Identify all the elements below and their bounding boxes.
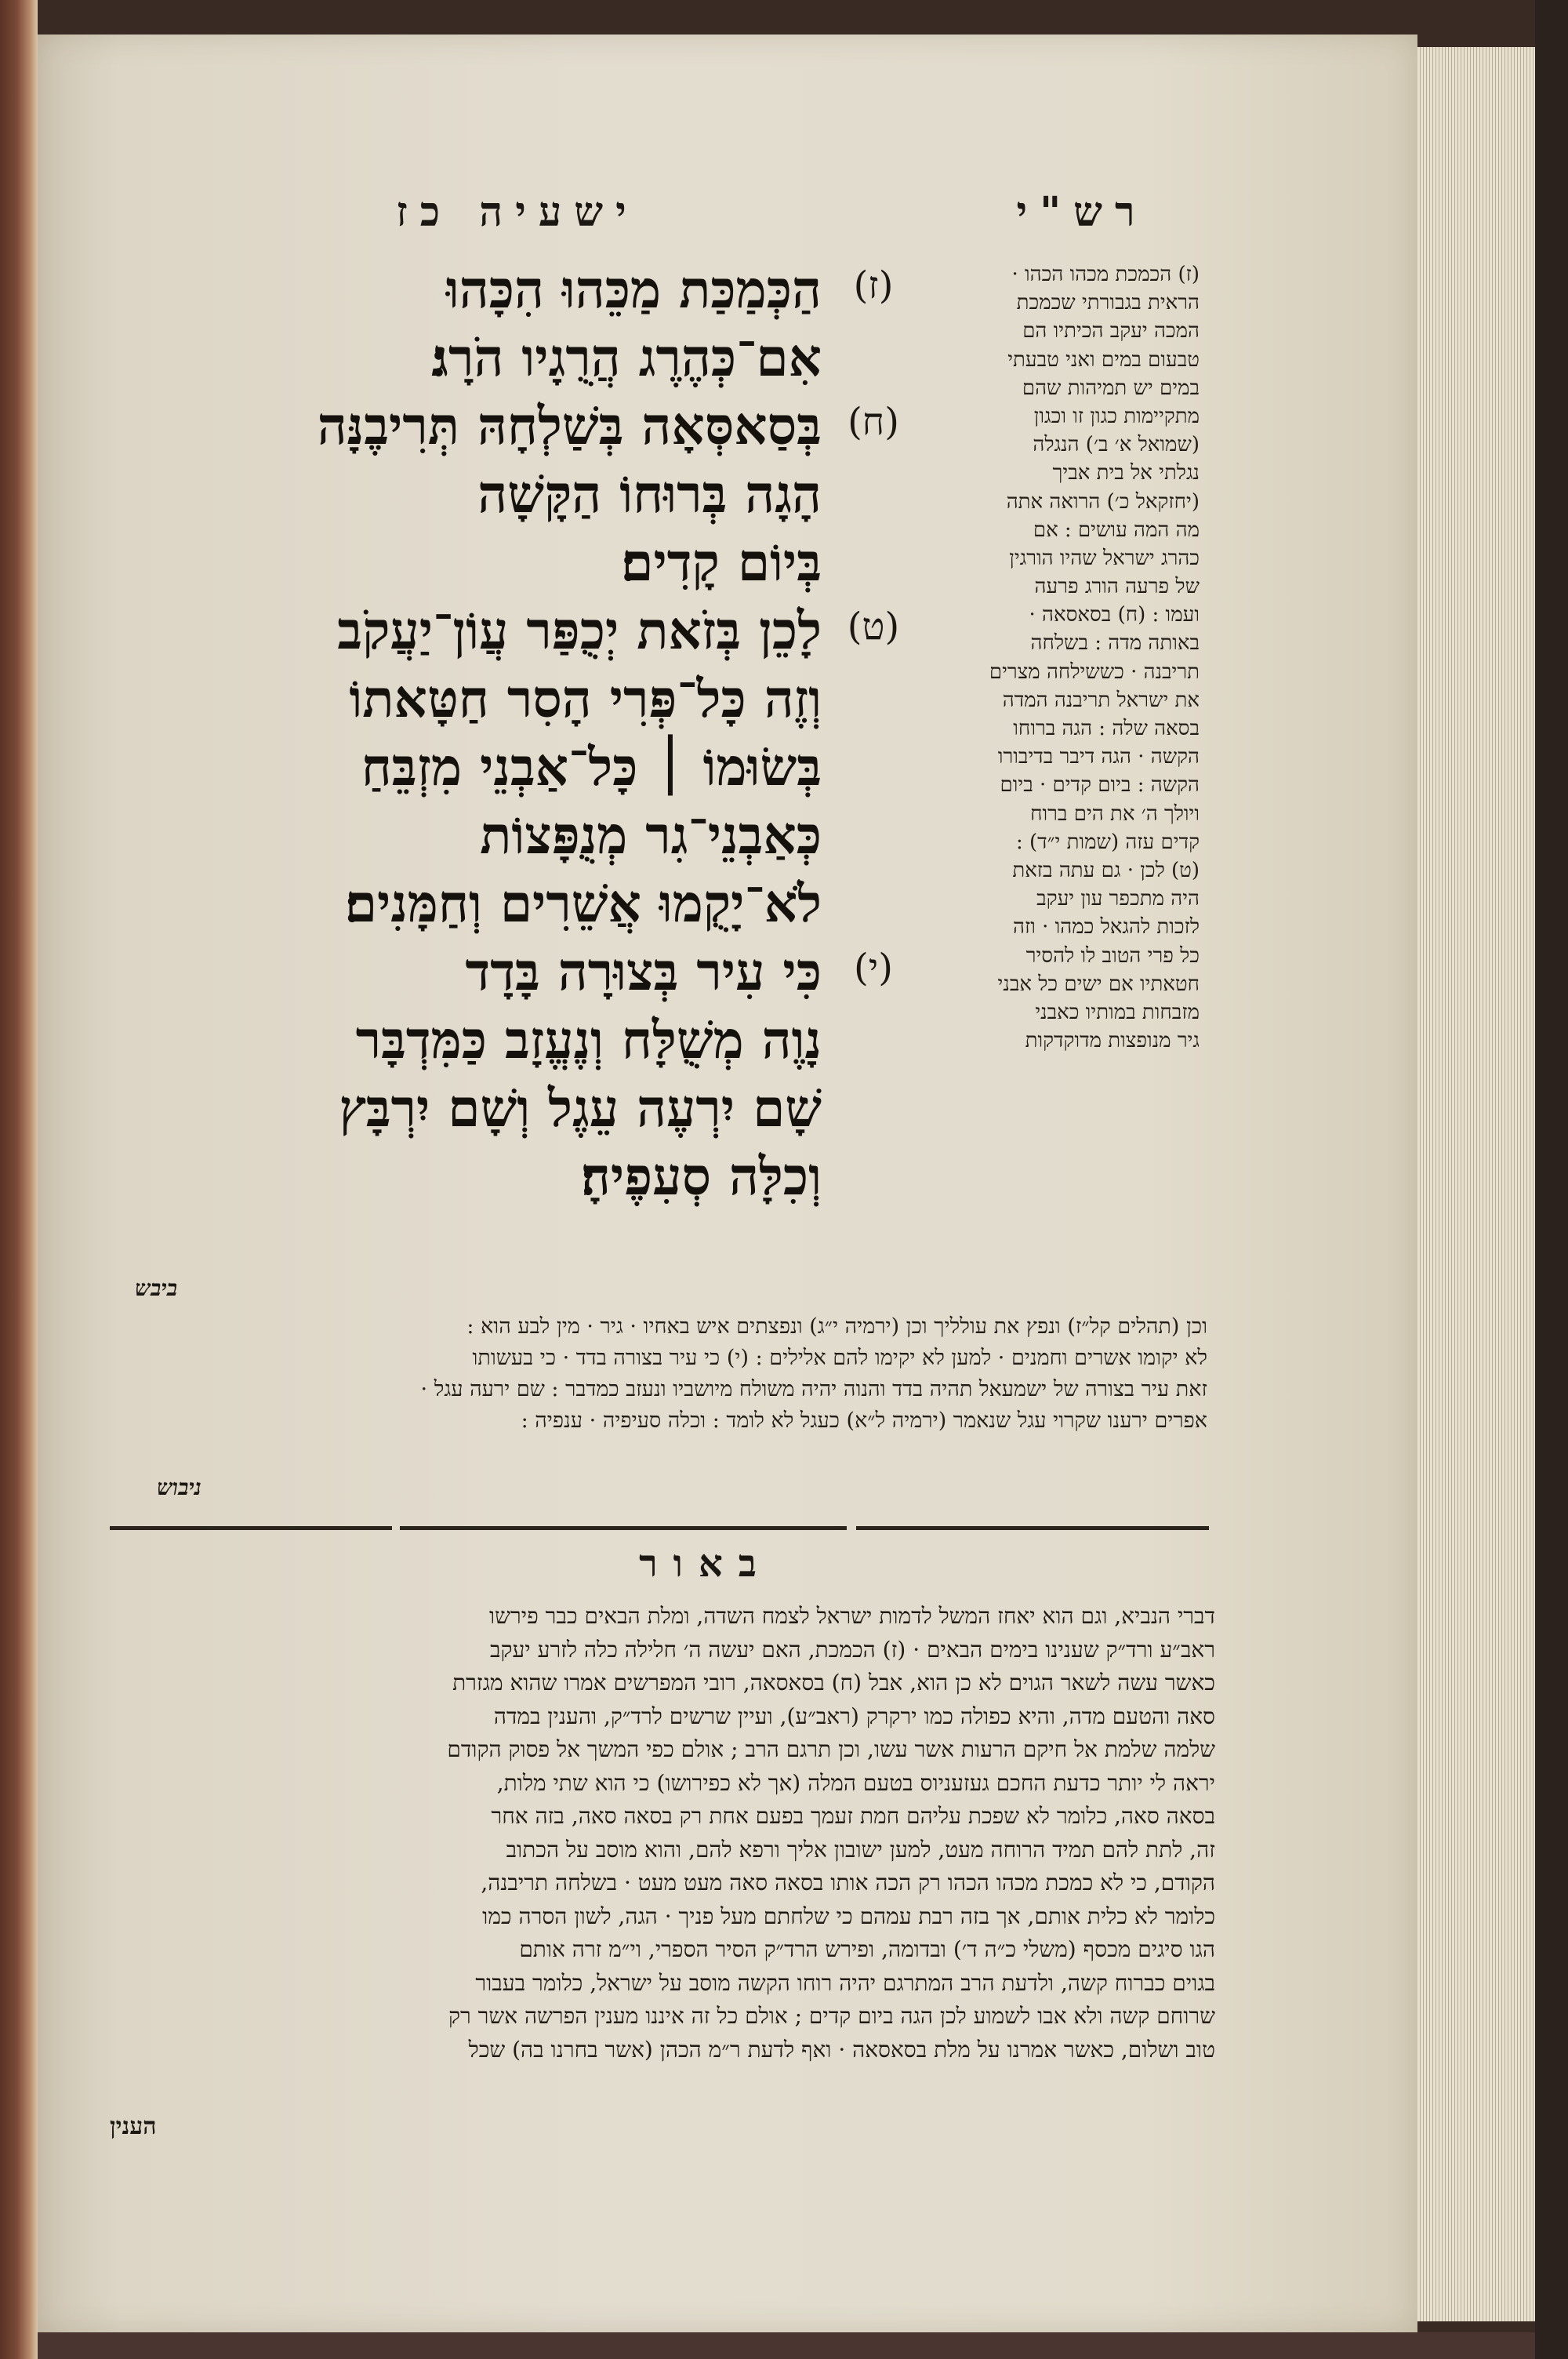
verse-text: בְּסַאסְּאָה בְּשַׁלְחָהּ תְּרִיבֶנָּה xyxy=(317,395,822,456)
verse-text: לֹא־יָקֻמוּ אֲשֵׁרִים וְחַמָּנִים׃ xyxy=(344,873,822,934)
verse-text: אִם־כְּהֶרֶג הֲרֻגָיו הֹרָג׃ xyxy=(431,327,822,388)
rashi-line: הקשה · הגה דיבר בדיבורו xyxy=(997,745,1200,769)
verse-text: כְּאַבְנֵי־גִר מְנֻפָּצוֹת xyxy=(480,805,822,866)
rashi-line: לזכות להגאל כמהו · וזה xyxy=(1013,915,1200,940)
verse-text: בְּשׂוּמוֹ ׀ כָּל־אַבְנֵי מִזְבֵּחַ xyxy=(361,736,822,798)
beur-line: ראב״ע ורד״ק שענינו בימים הבאים · (ז) הכמכת, האם יעשה ה׳ חלילה כלה לזרע יעקב xyxy=(490,1636,1215,1663)
rashi-continuation-line: זאת עיר בצורה של ישמעאל תהיה בדד והנוה יהיה משולח מיושביו ונעזב כמדבר : שם ירעה עגל · xyxy=(420,1377,1207,1401)
beur-line: הקודם, כי לא כמכת מכהו הכהו רק הכה אותו בסאה סאה מעט מעט · בשלחה תריבנה, xyxy=(481,1870,1215,1896)
verse-line xyxy=(94,532,909,596)
rashi-line: תריבנה · כששילחה מצרים xyxy=(989,660,1200,684)
verse-text: הָגָה בְּרוּחוֹ הַקָּשָׁה xyxy=(477,463,822,525)
rashi-line: מתקיימות כגון זו וכגון xyxy=(1033,404,1200,428)
verse-line xyxy=(94,1146,909,1210)
book-cover-edge xyxy=(1535,0,1568,2359)
beur-commentary xyxy=(102,1600,1215,2066)
verse-number: (ט) xyxy=(847,605,900,649)
beur-line: שלמה שלמת אל חיקם הרעות אשר עשו, וכן תרגם הרב ; אולם כפי המשך אל פסוק הקודם xyxy=(447,1736,1215,1762)
rashi-line: כהרג ישראל שהיו הורגין xyxy=(1009,546,1200,570)
rashi-commentary-continuation xyxy=(102,1311,1207,1437)
rashi-line: הקשה : ביום קדים · ביום xyxy=(1000,773,1200,798)
verse-line xyxy=(94,463,909,528)
verse-line xyxy=(94,736,909,801)
verse-text: שָׁם יִרְעֶה עֵגֶל וְשָׁם יִרְבָּץ xyxy=(339,1078,822,1139)
rashi-line: (שמואל א׳ ב׳) הנגלה xyxy=(1033,433,1200,457)
rashi-continuation-line: לא יקומו אשרים וחמנים · למען לא יקימו להם אלילים : (י) כי עיר בצורה בדד · כי בעשותו xyxy=(472,1346,1207,1370)
rashi-line: של פרעה הורג פרעה xyxy=(1034,575,1200,599)
rashi-line: (ט) לכן · גם עתה בזאת xyxy=(1012,858,1200,882)
verse-text: בְּיוֹם קָדִים׃ xyxy=(621,532,822,593)
rashi-line: היה מתכפר עון יעקב xyxy=(1036,887,1200,911)
verse-line xyxy=(94,873,909,937)
scripture-text xyxy=(94,259,909,1286)
beur-line: טוב ושלום, כאשר אמרנו על מלת בסאסאה · ואף לדעת ר״מ הכהן (אשר בחרנו בה) שכל xyxy=(468,2036,1215,2063)
verse-line xyxy=(94,1009,909,1074)
beur-line: סאה והטעם מדה, והיא כפולה כמו ירקרק (ראב״ע), ועיין שרשים לרד״ק, והענין במדה xyxy=(493,1703,1215,1729)
rashi-line: הראית בגבורתי שכמכת xyxy=(1016,291,1200,315)
verse-line xyxy=(94,395,909,460)
section-divider xyxy=(856,1526,1209,1530)
verse-number: (ח) xyxy=(848,400,899,444)
rashi-commentary-column xyxy=(917,260,1200,1055)
verse-text: כִּי עִיר בְּצוּרָה בָּדָד xyxy=(465,941,822,1002)
verse-text: וְזֶה כָּל־פְּרִי הָסִר חַטָּאתוֹ xyxy=(349,668,822,729)
catchword: ביבש xyxy=(135,1275,178,1301)
beur-line: כלומר לא כלית אותם, אך בזה רבת עמהם כי שלחתם מעל פניך · הגה, לשון הסרה כמו xyxy=(482,1903,1215,1929)
rashi-line: קדים עזה (שמות י״ד) : xyxy=(1015,830,1200,854)
beur-line: הגו סיגים מכסף (משלי כ״ה ד׳) ובדומה, ופירש הרד״ק הסיר הספרי, וי״מ זרה אותם xyxy=(519,1936,1215,1962)
rashi-line: חטאתיו אם ישים כל אבני xyxy=(997,972,1200,996)
rashi-line: בסאה שלה : הגה ברוחו xyxy=(1013,717,1200,740)
beur-line: שרוחם קשה ולא אבו לשמוע לכן הגה ביום קדים ; אולם כל זה איננו מענין הפרשה אשר רק xyxy=(448,2003,1215,2029)
running-head-commentary: רש"י xyxy=(1016,188,1148,236)
page-edges xyxy=(1417,47,1535,2321)
rashi-line: (ז) הכמכת מכהו הכהו · xyxy=(1011,263,1200,286)
beur-line: יראה לי יותר כדעת החכם געזעניוס בטעם המלה (אך לא כפירושו) כי הוא שתי מלות, xyxy=(496,1769,1215,1796)
rashi-line: ועמו : (ח) בסאסאה · xyxy=(1029,603,1200,627)
beur-line: בגוים כברוח קשה, ולדעת הרב המתרגם יהיה רוחו הקשה מוסב על ישראל, כלומר בעבור xyxy=(475,1969,1215,1996)
rashi-line: גיר מנופצות מדוקדקות xyxy=(1025,1029,1200,1053)
running-head-book: ישעיה כז xyxy=(396,188,639,236)
rashi-line: מזבחות במותיו כאבני xyxy=(1035,1000,1200,1024)
rashi-line: כל פרי הטוב לו להסיר xyxy=(1025,943,1200,968)
verse-text: נָוֶה מְשֻׁלָּח וְנֶעֱזָב כַּמִּדְבָּר xyxy=(355,1009,822,1070)
verse-line xyxy=(94,600,909,664)
left-page-edge xyxy=(0,0,38,2359)
beur-line: בסאה סאה, כלומר לא שפכת עליהם חמת זעמך בפעם אחת רק בסאה סאה, בזה אחר xyxy=(491,1803,1215,1829)
rashi-continuation-line: וכן (תהלים קל״ז) ונפץ את עולליך וכן (ירמיה י״ג) ונפצתים איש באחיו · גיר · מין לבע הוא : xyxy=(466,1314,1207,1339)
verse-text: הַכְּמַכַּת מַכֵּהוּ הִכָּהוּ xyxy=(445,259,822,320)
rashi-line: מה המה עושים : אם xyxy=(1033,518,1200,542)
rashi-line: נגלתי אל בית אביך xyxy=(1052,461,1200,485)
rashi-line: במים יש תמיהות שהם xyxy=(1022,376,1200,400)
verse-line xyxy=(94,941,909,1005)
rashi-line: המכה יעקב הכיתיו הם xyxy=(1022,319,1200,343)
book-bottom-edge xyxy=(38,2332,1535,2359)
rashi-line: באותה מדה : בשלחה xyxy=(1030,631,1200,656)
rashi-line: (יחזקאל כ׳) הרואה אתה xyxy=(1006,489,1200,514)
rashi-line: טבעום במים ואני טבעתי xyxy=(1007,347,1200,372)
rashi-continuation-line: אפרים ירענו שקרוי עגל שנאמר (ירמיה ל״א) כעגל לא לומד : וכלה סעיפיה · ענפיה : xyxy=(521,1408,1207,1433)
verse-line xyxy=(94,1078,909,1142)
verse-line xyxy=(94,805,909,869)
beur-line: זה, לתת להם תמיד הרוחה מעט, למען ישובון אליך ורפא להם, והוא מוסב על הכתוב xyxy=(506,1836,1215,1863)
rashi-line: את ישראל תריבנה המדה xyxy=(1002,688,1200,712)
verse-line xyxy=(94,327,909,391)
verse-line xyxy=(94,259,909,323)
rashi-line: ויולך ה׳ את הים ברוח xyxy=(1030,801,1200,826)
verse-number: (ז) xyxy=(853,264,894,307)
catchword: הענין xyxy=(110,2113,157,2140)
beur-line: כאשר עשה לשאר הגוים לא כן הוא, אבל (ח) בסאסאה, רובי המפרשים אמרו שהוא מגזרת xyxy=(452,1670,1215,1696)
beur-heading: באור xyxy=(639,1542,772,1586)
section-divider xyxy=(110,1526,392,1530)
verse-text: וְכִלָּה סְעִפֶיהָ׃ xyxy=(580,1146,822,1207)
section-divider xyxy=(400,1526,847,1530)
beur-line: דברי הנביא, וגם הוא יאחז המשל לדמות ישראל לצמח השדה, ומלת הבאים כבר פירשו xyxy=(488,1603,1215,1629)
catchword: ניבוש xyxy=(157,1474,201,1500)
verse-text: לָכֵן בְּזֹאת יְכֻפַּר עֲוֹן־יַעֲקֹב xyxy=(337,600,822,661)
verse-line xyxy=(94,668,909,732)
verse-number: (י) xyxy=(853,946,894,990)
